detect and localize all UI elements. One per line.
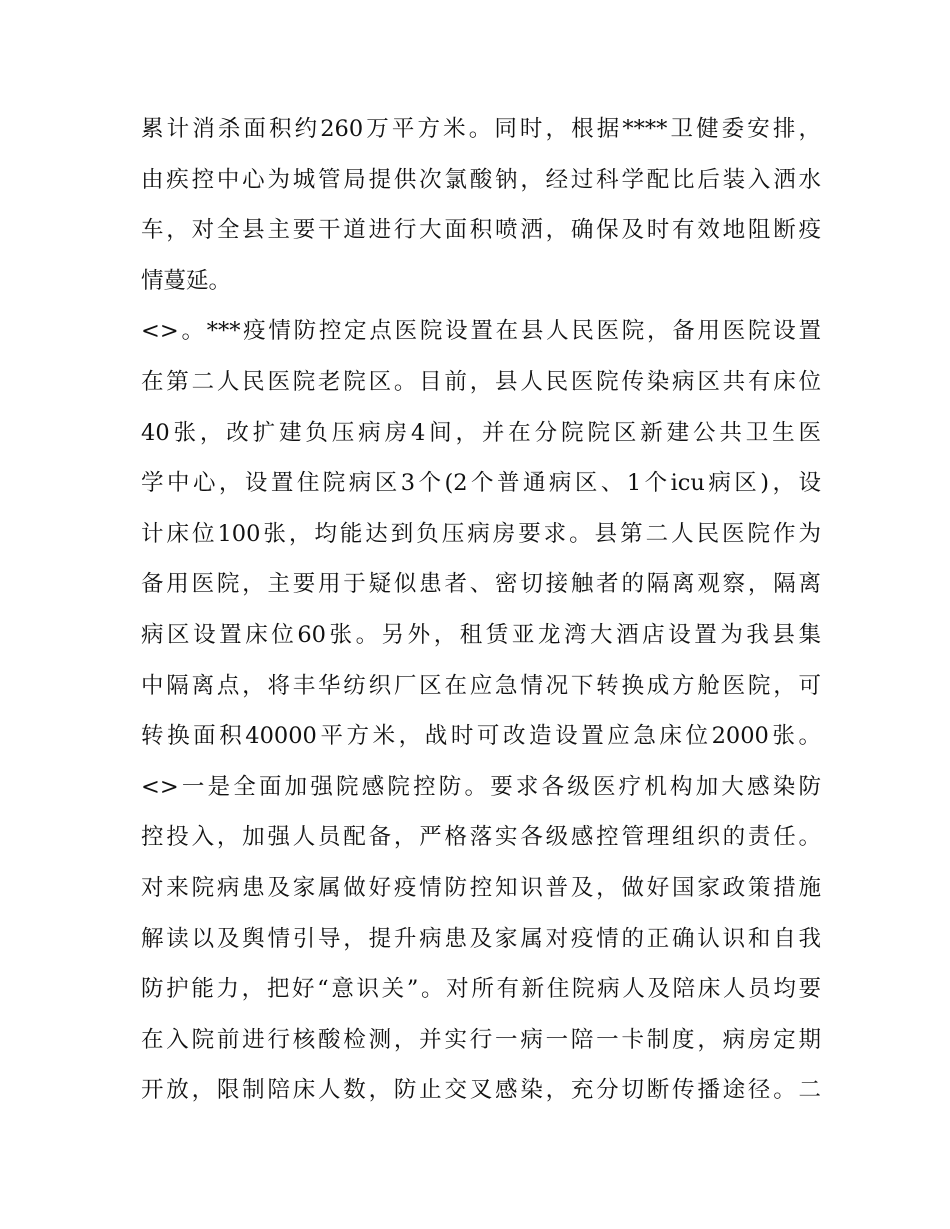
text-line: 转换面积40000平方米，战时可改造设置应急床位2000张。	[141, 723, 821, 750]
text-line: 对来院病患及家属做好疫情防控知识普及，做好国家政策措施	[141, 874, 821, 901]
text-line: 中隔离点，将丰华纺织厂区在应急情况下转换成方舱医院，可	[141, 672, 821, 699]
text-line: 控投入，加强人员配备，严格落实各级感控管理组织的责任。	[141, 824, 821, 851]
text-line: 在第二人民医院老院区。目前，县人民医院传染病区共有床位	[141, 368, 821, 395]
text-line: 病区设置床位60张。另外，租赁亚龙湾大酒店设置为我县集	[141, 621, 821, 648]
text-line: 40张，改扩建负压病房4间，并在分院院区新建公共卫生医	[141, 419, 821, 446]
text-line: 在入院前进行核酸检测，并实行一病一陪一卡制度，病房定期	[141, 1026, 821, 1053]
text-line: <>。***疫情防控定点医院设置在县人民医院，备用医院设置	[141, 318, 821, 345]
body-text	[141, 104, 821, 1116]
text-line: 计床位100张，均能达到负压病房要求。县第二人民医院作为	[141, 520, 821, 547]
text-line: 解读以及舆情引导，提升病患及家属对疫情的正确认识和自我	[141, 925, 821, 952]
text-line: 开放，限制陪床人数，防止交叉感染，充分切断传播途径。二	[141, 1077, 821, 1104]
text-line: 情蔓延。	[141, 267, 232, 294]
text-line: <>一是全面加强院感院控防。要求各级医疗机构加大感染防	[141, 773, 821, 800]
text-line: 车，对全县主要干道进行大面积喷洒，确保及时有效地阻断疫	[141, 217, 821, 244]
text-line: 累计消杀面积约260万平方米。同时，根据****卫健委安排，	[141, 116, 821, 142]
text-line: 学中心，设置住院病区3个(2个普通病区、1个icu病区)，设	[141, 470, 821, 497]
text-line: 备用医院，主要用于疑似患者、密切接触者的隔离观察，隔离	[141, 571, 821, 598]
text-line: 由疾控中心为城管局提供次氯酸钠，经过科学配比后装入洒水	[141, 166, 821, 193]
text-line: 防护能力，把好“意识关”。对所有新住院病人及陪床人员均要	[141, 976, 821, 1003]
